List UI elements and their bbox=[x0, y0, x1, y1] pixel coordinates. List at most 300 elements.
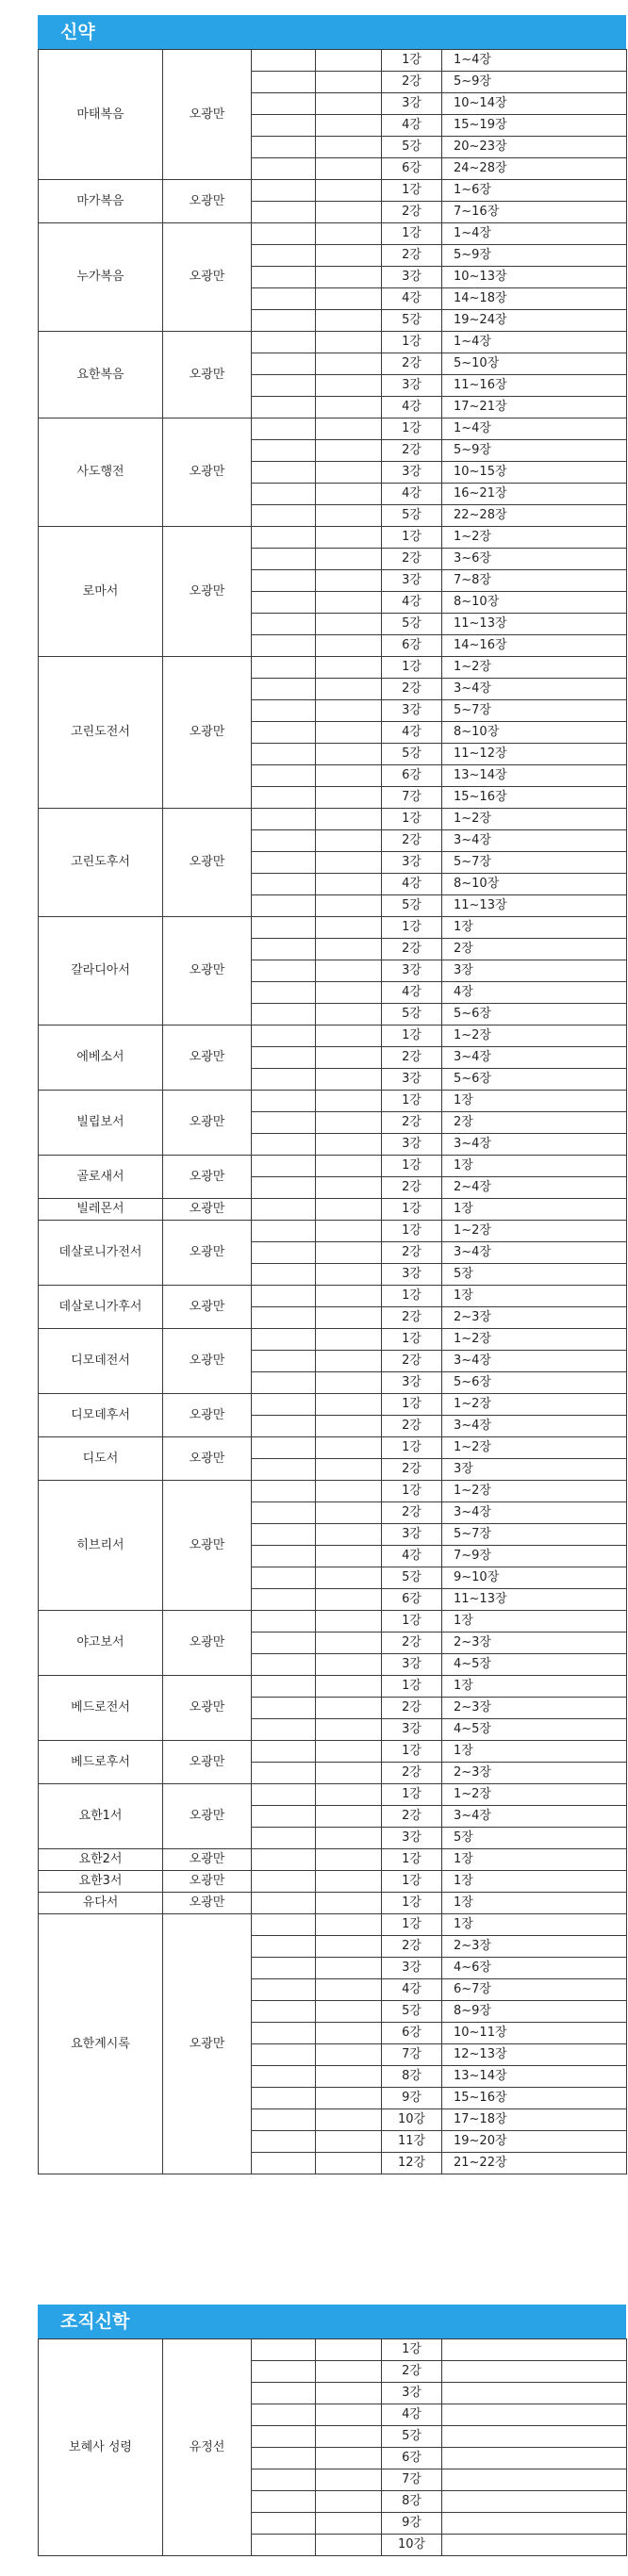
table-row bbox=[39, 2339, 627, 2361]
empty-cell bbox=[316, 1459, 382, 1481]
empty-cell bbox=[316, 2513, 382, 2535]
lecture-number: 3강 bbox=[382, 1719, 442, 1741]
empty-cell bbox=[316, 809, 382, 830]
lecture-number: 3강 bbox=[382, 1654, 442, 1676]
teacher-name: 오광만 bbox=[163, 1199, 252, 1221]
section-systematic-theology bbox=[38, 2305, 626, 2556]
table-row bbox=[39, 180, 627, 202]
empty-cell bbox=[316, 570, 382, 592]
chapter-range: 10~15장 bbox=[442, 462, 627, 484]
empty-cell bbox=[316, 1286, 382, 1307]
chapter-range bbox=[442, 2361, 627, 2383]
empty-cell bbox=[252, 2404, 316, 2426]
empty-cell bbox=[252, 2535, 316, 2556]
table-row bbox=[39, 1091, 627, 1112]
empty-cell bbox=[252, 657, 316, 679]
book-name: 빌레몬서 bbox=[39, 1199, 163, 1221]
empty-cell bbox=[252, 1784, 316, 1806]
empty-cell bbox=[252, 2066, 316, 2088]
empty-cell bbox=[252, 1481, 316, 1502]
empty-cell bbox=[316, 1351, 382, 1372]
teacher-name: 오광만 bbox=[163, 180, 252, 223]
empty-cell bbox=[316, 2339, 382, 2361]
lecture-number: 6강 bbox=[382, 635, 442, 657]
book-name: 마가복음 bbox=[39, 180, 163, 223]
chapter-range: 1장 bbox=[442, 1893, 627, 1914]
lecture-number: 2강 bbox=[382, 202, 442, 223]
lecture-number: 3강 bbox=[382, 1134, 442, 1156]
lecture-number: 12강 bbox=[382, 2153, 442, 2174]
empty-cell bbox=[316, 2066, 382, 2088]
empty-cell bbox=[316, 2491, 382, 2513]
empty-cell bbox=[252, 895, 316, 917]
lecture-number: 4강 bbox=[382, 1979, 442, 2001]
empty-cell bbox=[252, 505, 316, 527]
chapter-range: 11~13장 bbox=[442, 1589, 627, 1611]
lecture-number: 4강 bbox=[382, 288, 442, 310]
teacher-name: 오광만 bbox=[163, 223, 252, 332]
table-row bbox=[39, 1611, 627, 1633]
empty-cell bbox=[316, 1893, 382, 1914]
empty-cell bbox=[316, 1698, 382, 1719]
empty-cell bbox=[252, 1459, 316, 1481]
chapter-range: 1~2장 bbox=[442, 1329, 627, 1351]
empty-cell bbox=[252, 1069, 316, 1091]
empty-cell bbox=[252, 2361, 316, 2383]
empty-cell bbox=[316, 657, 382, 679]
teacher-name: 오광만 bbox=[163, 1025, 252, 1091]
lecture-number: 5강 bbox=[382, 310, 442, 332]
chapter-range: 1~2장 bbox=[442, 1437, 627, 1459]
empty-cell bbox=[252, 809, 316, 830]
empty-cell bbox=[252, 765, 316, 787]
teacher-name: 오광만 bbox=[163, 657, 252, 809]
chapter-range bbox=[442, 2426, 627, 2448]
empty-cell bbox=[316, 1372, 382, 1394]
chapter-range: 1~2장 bbox=[442, 1221, 627, 1242]
empty-cell bbox=[316, 202, 382, 223]
table-row bbox=[39, 1741, 627, 1763]
book-name: 갈라디아서 bbox=[39, 917, 163, 1025]
lecture-number: 2강 bbox=[382, 1459, 442, 1481]
empty-cell bbox=[316, 1394, 382, 1416]
lecture-number: 2강 bbox=[382, 939, 442, 960]
chapter-range: 1~2장 bbox=[442, 527, 627, 549]
empty-cell bbox=[316, 1654, 382, 1676]
chapter-range: 3~4장 bbox=[442, 1502, 627, 1524]
empty-cell bbox=[316, 700, 382, 722]
book-name: 마태복음 bbox=[39, 50, 163, 180]
empty-cell bbox=[252, 245, 316, 267]
book-name: 디모데전서 bbox=[39, 1329, 163, 1394]
teacher-name: 오광만 bbox=[163, 332, 252, 418]
chapter-range bbox=[442, 2491, 627, 2513]
table-row bbox=[39, 1914, 627, 1936]
lecture-number: 1강 bbox=[382, 223, 442, 245]
empty-cell bbox=[252, 1828, 316, 1849]
chapter-range bbox=[442, 2448, 627, 2469]
empty-cell bbox=[252, 1416, 316, 1437]
chapter-range: 5~9장 bbox=[442, 72, 627, 93]
empty-cell bbox=[252, 939, 316, 960]
lecture-number: 1강 bbox=[382, 1286, 442, 1307]
empty-cell bbox=[316, 267, 382, 288]
empty-cell bbox=[316, 180, 382, 202]
lecture-number: 7강 bbox=[382, 2469, 442, 2491]
chapter-range: 4장 bbox=[442, 982, 627, 1004]
lecture-number: 2강 bbox=[382, 1633, 442, 1654]
empty-cell bbox=[316, 1091, 382, 1112]
empty-cell bbox=[316, 765, 382, 787]
lecture-number: 2강 bbox=[382, 679, 442, 700]
lecture-number: 2강 bbox=[382, 1307, 442, 1329]
book-name: 디모데후서 bbox=[39, 1394, 163, 1437]
chapter-range: 15~19장 bbox=[442, 115, 627, 137]
chapter-range: 5~7장 bbox=[442, 1524, 627, 1546]
empty-cell bbox=[316, 830, 382, 852]
empty-cell bbox=[316, 137, 382, 158]
chapter-range: 10~14장 bbox=[442, 93, 627, 115]
lecture-number: 2강 bbox=[382, 72, 442, 93]
chapter-range: 6~7장 bbox=[442, 1979, 627, 2001]
table-row bbox=[39, 809, 627, 830]
empty-cell bbox=[316, 2383, 382, 2404]
lecture-number: 5강 bbox=[382, 2426, 442, 2448]
chapter-range: 3~4장 bbox=[442, 679, 627, 700]
empty-cell bbox=[316, 2131, 382, 2153]
lecture-number: 3강 bbox=[382, 1524, 442, 1546]
teacher-name: 오광만 bbox=[163, 1676, 252, 1741]
lecture-number: 4강 bbox=[382, 722, 442, 744]
empty-cell bbox=[316, 1004, 382, 1025]
book-name: 골로새서 bbox=[39, 1156, 163, 1199]
empty-cell bbox=[316, 635, 382, 657]
lecture-number: 2강 bbox=[382, 1177, 442, 1199]
chapter-range: 11~12장 bbox=[442, 744, 627, 765]
chapter-range: 5장 bbox=[442, 1828, 627, 1849]
empty-cell bbox=[252, 2339, 316, 2361]
empty-cell bbox=[316, 895, 382, 917]
empty-cell bbox=[252, 1025, 316, 1047]
empty-cell bbox=[316, 982, 382, 1004]
empty-cell bbox=[252, 527, 316, 549]
empty-cell bbox=[252, 1502, 316, 1524]
empty-cell bbox=[252, 72, 316, 93]
teacher-name: 오광만 bbox=[163, 1849, 252, 1871]
teacher-name: 오광만 bbox=[163, 418, 252, 527]
chapter-range: 3장 bbox=[442, 1459, 627, 1481]
empty-cell bbox=[252, 462, 316, 484]
chapter-range: 3~4장 bbox=[442, 1416, 627, 1437]
lecture-number: 5강 bbox=[382, 744, 442, 765]
empty-cell bbox=[316, 1979, 382, 2001]
lecture-number: 3강 bbox=[382, 570, 442, 592]
empty-cell bbox=[252, 2383, 316, 2404]
empty-cell bbox=[316, 353, 382, 375]
lecture-number: 4강 bbox=[382, 115, 442, 137]
empty-cell bbox=[252, 1741, 316, 1763]
empty-cell bbox=[316, 397, 382, 418]
empty-cell bbox=[252, 2448, 316, 2469]
lecture-number: 4강 bbox=[382, 2404, 442, 2426]
chapter-range: 1장 bbox=[442, 1871, 627, 1893]
lecture-number: 2강 bbox=[382, 549, 442, 570]
chapter-range: 1장 bbox=[442, 1286, 627, 1307]
book-name: 에베소서 bbox=[39, 1025, 163, 1091]
chapter-range: 1장 bbox=[442, 917, 627, 939]
lecture-number: 1강 bbox=[382, 1611, 442, 1633]
lecture-number: 3강 bbox=[382, 93, 442, 115]
chapter-range: 8~9장 bbox=[442, 2001, 627, 2023]
lecture-number: 3강 bbox=[382, 1958, 442, 1979]
lecture-number: 9강 bbox=[382, 2088, 442, 2109]
chapter-range: 13~14장 bbox=[442, 2066, 627, 2088]
chapter-range: 1장 bbox=[442, 1849, 627, 1871]
empty-cell bbox=[316, 2109, 382, 2131]
empty-cell bbox=[252, 592, 316, 614]
empty-cell bbox=[316, 2044, 382, 2066]
chapter-range: 1~4장 bbox=[442, 50, 627, 72]
chapter-range: 3~4장 bbox=[442, 1806, 627, 1828]
empty-cell bbox=[316, 2153, 382, 2174]
chapter-range: 1~2장 bbox=[442, 657, 627, 679]
empty-cell bbox=[252, 1242, 316, 1264]
lecture-number: 5강 bbox=[382, 505, 442, 527]
empty-cell bbox=[252, 418, 316, 440]
lecture-number: 1강 bbox=[382, 1199, 442, 1221]
book-name: 베드로후서 bbox=[39, 1741, 163, 1784]
teacher-name: 오광만 bbox=[163, 1329, 252, 1394]
teacher-name: 오광만 bbox=[163, 1914, 252, 2174]
book-name: 야고보서 bbox=[39, 1611, 163, 1676]
lecture-number: 1강 bbox=[382, 332, 442, 353]
empty-cell bbox=[252, 50, 316, 72]
empty-cell bbox=[252, 1936, 316, 1958]
empty-cell bbox=[316, 1221, 382, 1242]
teacher-name: 오광만 bbox=[163, 917, 252, 1025]
empty-cell bbox=[252, 2491, 316, 2513]
lecture-number: 2강 bbox=[382, 245, 442, 267]
empty-cell bbox=[252, 1763, 316, 1784]
empty-cell bbox=[252, 700, 316, 722]
empty-cell bbox=[252, 2513, 316, 2535]
empty-cell bbox=[252, 1047, 316, 1069]
empty-cell bbox=[252, 202, 316, 223]
empty-cell bbox=[252, 1698, 316, 1719]
chapter-range: 2장 bbox=[442, 939, 627, 960]
chapter-range: 3~4장 bbox=[442, 1047, 627, 1069]
empty-cell bbox=[316, 2001, 382, 2023]
empty-cell bbox=[316, 1849, 382, 1871]
section-header: 신약 bbox=[38, 15, 626, 49]
teacher-name: 오광만 bbox=[163, 527, 252, 657]
empty-cell bbox=[252, 332, 316, 353]
chapter-range bbox=[442, 2339, 627, 2361]
chapter-range: 1~2장 bbox=[442, 809, 627, 830]
empty-cell bbox=[316, 1914, 382, 1936]
table-row bbox=[39, 527, 627, 549]
chapter-range: 3~6장 bbox=[442, 549, 627, 570]
chapter-range: 11~16장 bbox=[442, 375, 627, 397]
chapter-range: 2~3장 bbox=[442, 1633, 627, 1654]
section-new-testament bbox=[38, 15, 626, 2174]
lecture-number: 7강 bbox=[382, 2044, 442, 2066]
empty-cell bbox=[252, 852, 316, 874]
teacher-name: 오광만 bbox=[163, 809, 252, 917]
book-name: 유다서 bbox=[39, 1893, 163, 1914]
chapter-range: 1~2장 bbox=[442, 1025, 627, 1047]
empty-cell bbox=[316, 1416, 382, 1437]
empty-cell bbox=[252, 1112, 316, 1134]
empty-cell bbox=[316, 1134, 382, 1156]
teacher-name: 오광만 bbox=[163, 1394, 252, 1437]
empty-cell bbox=[252, 1177, 316, 1199]
lecture-number: 1강 bbox=[382, 809, 442, 830]
table-row bbox=[39, 1893, 627, 1914]
empty-cell bbox=[252, 1893, 316, 1914]
empty-cell bbox=[252, 2001, 316, 2023]
table-row bbox=[39, 50, 627, 72]
table-row bbox=[39, 1437, 627, 1459]
chapter-range: 14~16장 bbox=[442, 635, 627, 657]
chapter-range: 15~16장 bbox=[442, 2088, 627, 2109]
lecture-number: 6강 bbox=[382, 2448, 442, 2469]
teacher-name: 오광만 bbox=[163, 1156, 252, 1199]
empty-cell bbox=[316, 1242, 382, 1264]
lecture-number: 3강 bbox=[382, 852, 442, 874]
chapter-range: 19~24장 bbox=[442, 310, 627, 332]
table-row bbox=[39, 657, 627, 679]
empty-cell bbox=[252, 1979, 316, 2001]
book-name: 사도행전 bbox=[39, 418, 163, 527]
chapter-range: 4~6장 bbox=[442, 1958, 627, 1979]
empty-cell bbox=[316, 50, 382, 72]
empty-cell bbox=[316, 960, 382, 982]
lecture-number: 1강 bbox=[382, 1784, 442, 1806]
lecture-number: 3강 bbox=[382, 2383, 442, 2404]
empty-cell bbox=[252, 93, 316, 115]
lecture-number: 8강 bbox=[382, 2491, 442, 2513]
empty-cell bbox=[252, 2023, 316, 2044]
chapter-range: 5~9장 bbox=[442, 440, 627, 462]
empty-cell bbox=[316, 939, 382, 960]
empty-cell bbox=[252, 180, 316, 202]
chapter-range: 2~3장 bbox=[442, 1698, 627, 1719]
empty-cell bbox=[316, 679, 382, 700]
lecture-table bbox=[38, 49, 627, 2174]
book-name: 요한1서 bbox=[39, 1784, 163, 1849]
teacher-name: 오광만 bbox=[163, 50, 252, 180]
lecture-number: 4강 bbox=[382, 484, 442, 505]
empty-cell bbox=[252, 549, 316, 570]
empty-cell bbox=[316, 1871, 382, 1893]
table-row bbox=[39, 917, 627, 939]
chapter-range: 14~18장 bbox=[442, 288, 627, 310]
table-row bbox=[39, 1676, 627, 1698]
chapter-range: 1장 bbox=[442, 1199, 627, 1221]
chapter-range: 5~6장 bbox=[442, 1372, 627, 1394]
chapter-range: 1~4장 bbox=[442, 223, 627, 245]
book-name: 요한계시록 bbox=[39, 1914, 163, 2174]
chapter-range: 1장 bbox=[442, 1914, 627, 1936]
chapter-range: 3~4장 bbox=[442, 1242, 627, 1264]
chapter-range: 15~16장 bbox=[442, 787, 627, 809]
chapter-range: 20~23장 bbox=[442, 137, 627, 158]
empty-cell bbox=[316, 288, 382, 310]
chapter-range: 4~5장 bbox=[442, 1654, 627, 1676]
table-row bbox=[39, 1025, 627, 1047]
lecture-number: 5강 bbox=[382, 614, 442, 635]
book-name: 누가복음 bbox=[39, 223, 163, 332]
lecture-number: 5강 bbox=[382, 1004, 442, 1025]
empty-cell bbox=[316, 2361, 382, 2383]
chapter-range: 19~20장 bbox=[442, 2131, 627, 2153]
book-name: 요한복음 bbox=[39, 332, 163, 418]
empty-cell bbox=[252, 1134, 316, 1156]
empty-cell bbox=[252, 787, 316, 809]
empty-cell bbox=[316, 1828, 382, 1849]
lecture-number: 4강 bbox=[382, 982, 442, 1004]
chapter-range: 5~10장 bbox=[442, 353, 627, 375]
teacher-name: 오광만 bbox=[163, 1611, 252, 1676]
chapter-range: 12~13장 bbox=[442, 2044, 627, 2066]
lecture-number: 6강 bbox=[382, 2023, 442, 2044]
lecture-number: 3강 bbox=[382, 462, 442, 484]
book-name: 보혜사 성령 bbox=[39, 2339, 163, 2556]
empty-cell bbox=[252, 1546, 316, 1567]
lecture-number: 2강 bbox=[382, 1242, 442, 1264]
chapter-range: 5~7장 bbox=[442, 700, 627, 722]
empty-cell bbox=[252, 635, 316, 657]
chapter-range bbox=[442, 2469, 627, 2491]
empty-cell bbox=[316, 158, 382, 180]
empty-cell bbox=[252, 1958, 316, 1979]
chapter-range: 10~11장 bbox=[442, 2023, 627, 2044]
book-name: 히브리서 bbox=[39, 1481, 163, 1611]
chapter-range: 7~16장 bbox=[442, 202, 627, 223]
chapter-range: 3~4장 bbox=[442, 1351, 627, 1372]
table-row bbox=[39, 1286, 627, 1307]
empty-cell bbox=[316, 592, 382, 614]
empty-cell bbox=[252, 1286, 316, 1307]
chapter-range: 7~9장 bbox=[442, 1546, 627, 1567]
lecture-number: 4강 bbox=[382, 1546, 442, 1567]
empty-cell bbox=[252, 267, 316, 288]
lecture-number: 1강 bbox=[382, 1676, 442, 1698]
chapter-range: 17~21장 bbox=[442, 397, 627, 418]
lecture-number: 1강 bbox=[382, 1849, 442, 1871]
empty-cell bbox=[316, 440, 382, 462]
empty-cell bbox=[316, 332, 382, 353]
chapter-range: 5~6장 bbox=[442, 1004, 627, 1025]
chapter-range: 17~18장 bbox=[442, 2109, 627, 2131]
lecture-table bbox=[38, 2338, 627, 2556]
book-name: 데살로니가전서 bbox=[39, 1221, 163, 1286]
empty-cell bbox=[252, 1199, 316, 1221]
empty-cell bbox=[252, 158, 316, 180]
lecture-number: 2강 bbox=[382, 1806, 442, 1828]
chapter-range: 1~4장 bbox=[442, 418, 627, 440]
empty-cell bbox=[252, 1633, 316, 1654]
lecture-number: 6강 bbox=[382, 158, 442, 180]
empty-cell bbox=[252, 1849, 316, 1871]
chapter-range: 24~28장 bbox=[442, 158, 627, 180]
lecture-number: 4강 bbox=[382, 592, 442, 614]
empty-cell bbox=[252, 2426, 316, 2448]
chapter-range: 1장 bbox=[442, 1091, 627, 1112]
chapter-range: 1~2장 bbox=[442, 1784, 627, 1806]
table-row bbox=[39, 1156, 627, 1177]
